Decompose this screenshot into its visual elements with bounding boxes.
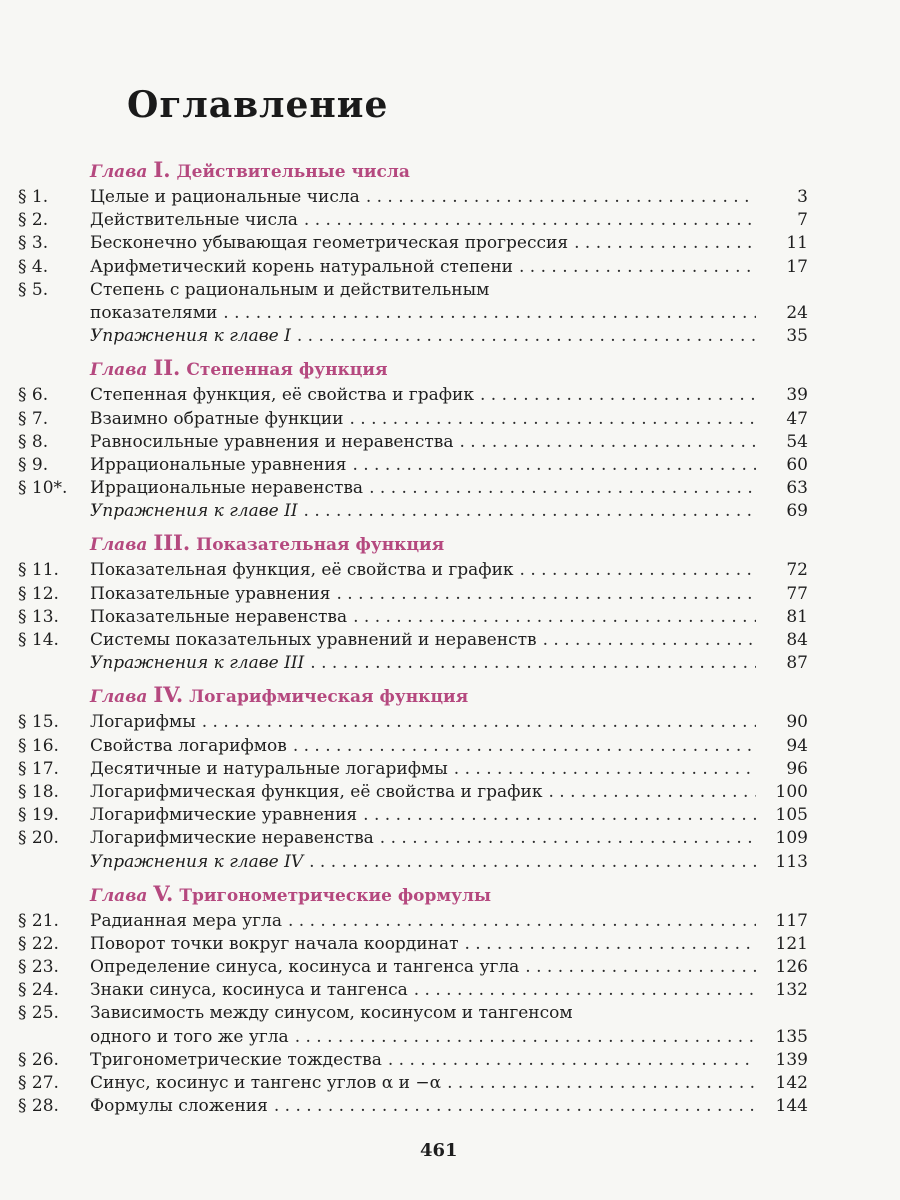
- dot-leader: [310, 652, 756, 675]
- entry-title: Бесконечно убывающая геометрическая прогрессия: [90, 233, 569, 254]
- section-number: § 13.: [18, 606, 59, 627]
- dot-leader: [353, 606, 756, 629]
- section-number: § 4.: [18, 256, 49, 277]
- entry-title: Показательная функция, её свойства и график: [90, 560, 514, 581]
- toc-entry[interactable]: [18, 408, 808, 431]
- section-number: § 26.: [18, 1049, 59, 1070]
- entry-title: Целые и рациональные числа: [90, 187, 360, 207]
- chapter-name: Действительные числа: [176, 162, 410, 182]
- dot-leader: [366, 186, 756, 209]
- page-ref: 24: [786, 302, 808, 323]
- chapter-word: Глава: [90, 535, 148, 556]
- page-ref: 17: [786, 256, 808, 277]
- entry-title: Упражнения к главе II: [90, 501, 298, 522]
- toc-entry[interactable]: [18, 758, 808, 781]
- chapter-name: Логарифмическая функция: [189, 687, 469, 708]
- dot-leader: [525, 956, 756, 979]
- page-ref: 84: [786, 630, 808, 650]
- page-ref: 81: [786, 606, 808, 627]
- page-ref: 60: [786, 454, 808, 475]
- section-number: § 17.: [18, 758, 59, 779]
- section-number: § 28.: [18, 1096, 59, 1117]
- entry-title: Логарифмическая функция, её свойства и график: [90, 781, 543, 802]
- page-ref: 63: [786, 478, 808, 499]
- section-number: § 22.: [18, 933, 59, 954]
- chapter-num: IV.: [153, 682, 184, 708]
- toc-entry[interactable]: [18, 1072, 808, 1095]
- toc-entry[interactable]: [18, 956, 808, 979]
- toc-entry[interactable]: [18, 1049, 808, 1072]
- toc-entry[interactable]: [18, 559, 808, 582]
- section-number: § 18.: [18, 781, 59, 802]
- dot-leader: [380, 827, 756, 850]
- page-ref: 94: [786, 735, 808, 756]
- dot-leader: [480, 384, 756, 407]
- page-ref: 126: [775, 957, 808, 978]
- toc-entry[interactable]: [18, 804, 808, 827]
- entry-title: Показательные неравенства: [90, 606, 348, 627]
- section-number: § 2.: [18, 210, 49, 231]
- entry-title: Зависимость между синусом, косинусом и тангенсом: [90, 1003, 573, 1024]
- toc-entry[interactable]: [18, 827, 808, 850]
- dot-leader: [459, 431, 756, 454]
- chapter-heading[interactable]: [18, 878, 808, 910]
- toc-entry[interactable]: [18, 1026, 808, 1049]
- page-ref: 77: [786, 583, 808, 604]
- chapter-word: Глава: [90, 360, 148, 381]
- entry-title: Логарифмы: [90, 712, 196, 733]
- section-number: § 21.: [18, 910, 59, 931]
- entry-title: Свойства логарифмов: [90, 735, 287, 756]
- page-ref: 144: [775, 1096, 808, 1117]
- entry-title: Показательные уравнения: [90, 583, 331, 604]
- dot-leader: [369, 477, 756, 500]
- chapter-heading[interactable]: [18, 154, 808, 186]
- dot-leader: [293, 735, 756, 758]
- dot-leader: [304, 209, 756, 232]
- chapter-name: Тригонометрические формулы: [179, 885, 492, 906]
- dot-leader: [336, 583, 756, 606]
- section-number: § 27.: [18, 1073, 59, 1093]
- toc-entry[interactable]: [18, 256, 808, 279]
- entry-title: Формулы сложения: [90, 1096, 268, 1117]
- toc-entry[interactable]: [18, 500, 808, 523]
- dot-leader: [464, 933, 756, 956]
- chapter-word: Глава: [90, 162, 148, 182]
- dot-leader: [309, 851, 756, 874]
- toc-entry[interactable]: [18, 1095, 808, 1118]
- toc-entry[interactable]: [18, 186, 808, 209]
- page-ref: 72: [786, 560, 808, 581]
- page-ref: 113: [775, 851, 808, 872]
- toc-entry[interactable]: [18, 979, 808, 1002]
- entry-title: Системы показательных уравнений и неравенств: [90, 630, 537, 650]
- page-ref: 142: [775, 1073, 808, 1093]
- page-number: 461: [420, 1140, 458, 1161]
- toc-entry[interactable]: [18, 454, 808, 477]
- entry-title: Взаимно обратные функции: [90, 408, 344, 429]
- entry-title: Определение синуса, косинуса и тангенса угла: [90, 957, 520, 978]
- entry-title: Десятичные и натуральные логарифмы: [90, 758, 448, 779]
- chapter-heading[interactable]: [18, 679, 808, 711]
- toc-entry[interactable]: [18, 384, 808, 407]
- dot-leader: [519, 256, 756, 279]
- section-number: § 12.: [18, 583, 59, 604]
- toc-entry[interactable]: [18, 302, 808, 325]
- toc-entry[interactable]: [18, 209, 808, 232]
- dot-leader: [574, 232, 756, 255]
- chapter-word: Глава: [90, 687, 148, 708]
- page-ref: 39: [786, 385, 808, 406]
- dot-leader: [414, 979, 756, 1002]
- entry-title: Тригонометрические тождества: [90, 1049, 382, 1070]
- section-number: § 23.: [18, 957, 59, 978]
- entry-title: Иррациональные уравнения: [90, 454, 347, 475]
- entry-title: Знаки синуса, косинуса и тангенса: [90, 980, 408, 1001]
- entry-title: Радианная мера угла: [90, 910, 282, 931]
- dot-leader: [520, 559, 756, 582]
- toc-entry[interactable]: [18, 652, 808, 675]
- page-ref: 69: [786, 501, 808, 522]
- chapter-num: V.: [153, 880, 174, 906]
- chapter-name: Степенная функция: [186, 360, 388, 381]
- section-number: § 5.: [18, 279, 49, 300]
- page-ref: 3: [797, 187, 808, 207]
- entry-title: Поворот точки вокруг начала координат: [90, 933, 459, 954]
- entry-title: Равносильные уравнения и неравенства: [90, 431, 454, 452]
- section-number: § 14.: [18, 630, 59, 650]
- chapter-name: Показательная функция: [196, 535, 445, 556]
- toc-entry[interactable]: [18, 933, 808, 956]
- page-ref: 132: [775, 980, 808, 1001]
- toc-entry[interactable]: [18, 781, 808, 804]
- toc-entry[interactable]: [18, 279, 808, 302]
- page-ref: 7: [797, 210, 808, 231]
- dot-leader: [352, 454, 756, 477]
- section-number: § 24.: [18, 980, 59, 1001]
- toc-entry[interactable]: [18, 606, 808, 629]
- section-number: § 8.: [18, 431, 49, 452]
- dot-leader: [388, 1049, 756, 1072]
- page-ref: 35: [786, 326, 808, 347]
- page-ref: 90: [786, 712, 808, 733]
- section-number: § 7.: [18, 408, 49, 429]
- page-ref: 109: [775, 828, 808, 849]
- entry-title: показателями: [90, 302, 218, 323]
- entry-title: Упражнения к главе IV: [90, 851, 304, 872]
- page-ref: 47: [786, 408, 808, 429]
- chapter-num: III.: [153, 530, 191, 556]
- page-ref: 117: [775, 910, 808, 931]
- toc-entry[interactable]: [18, 583, 808, 606]
- section-number: § 9.: [18, 454, 49, 475]
- toc-entry[interactable]: [18, 735, 808, 758]
- section-number: § 19.: [18, 805, 59, 826]
- section-number: § 3.: [18, 233, 49, 254]
- toc-entry[interactable]: [18, 910, 808, 933]
- page-title: Оглавление: [127, 84, 389, 126]
- toc-entry[interactable]: [18, 477, 808, 500]
- chapter-num: II.: [153, 355, 181, 381]
- dot-leader: [363, 804, 756, 827]
- entry-title: Синус, косинус и тангенс углов α и −α: [90, 1073, 442, 1093]
- entry-title: Логарифмические неравенства: [90, 828, 374, 849]
- page-ref: 87: [786, 653, 808, 674]
- page-ref: 105: [775, 805, 808, 826]
- page-ref: 100: [775, 781, 808, 802]
- section-number: § 11.: [18, 560, 59, 581]
- page-ref: 121: [775, 933, 808, 954]
- section-number: § 20.: [18, 828, 59, 849]
- section-number: § 16.: [18, 735, 59, 756]
- section-number: § 25.: [18, 1003, 59, 1024]
- toc-entry[interactable]: [18, 629, 808, 652]
- toc-entry[interactable]: [18, 431, 808, 454]
- dot-leader: [543, 629, 756, 652]
- chapter-num: I.: [153, 157, 171, 182]
- dot-leader: [548, 781, 756, 804]
- entry-title: Упражнения к главе III: [90, 653, 305, 674]
- entry-title: Степень с рациональным и действительным: [90, 279, 490, 300]
- section-number: § 1.: [18, 187, 49, 207]
- section-number: § 6.: [18, 385, 49, 406]
- dot-leader: [454, 758, 756, 781]
- dot-leader: [297, 325, 756, 348]
- dot-leader: [202, 711, 756, 734]
- page-ref: 135: [775, 1026, 808, 1047]
- dot-leader: [447, 1072, 756, 1095]
- toc-entry[interactable]: [18, 711, 808, 734]
- entry-title: одного и того же угла: [90, 1026, 289, 1047]
- chapter-heading[interactable]: [18, 352, 808, 384]
- page-ref: 54: [786, 431, 808, 452]
- toc-entry[interactable]: [18, 325, 808, 348]
- section-number: § 15.: [18, 712, 59, 733]
- entry-title: Логарифмические уравнения: [90, 805, 358, 826]
- dot-leader: [288, 910, 756, 933]
- dot-leader: [304, 500, 756, 523]
- table-of-contents: [18, 150, 808, 1118]
- chapter-word: Глава: [90, 885, 148, 906]
- toc-entry[interactable]: [18, 1002, 808, 1025]
- dot-leader: [274, 1095, 756, 1118]
- dot-leader: [295, 1026, 756, 1049]
- entry-title: Арифметический корень натуральной степени: [90, 256, 513, 277]
- entry-title: Степенная функция, её свойства и график: [90, 385, 474, 406]
- entry-title: Действительные числа: [90, 210, 298, 231]
- page-ref: 96: [786, 758, 808, 779]
- dot-leader: [223, 302, 756, 325]
- page-ref: 139: [775, 1049, 808, 1070]
- entry-title: Иррациональные неравенства: [90, 478, 364, 499]
- entry-title: Упражнения к главе I: [90, 326, 291, 347]
- page-ref: 11: [786, 233, 808, 254]
- dot-leader: [350, 408, 757, 431]
- section-number: § 10*.: [18, 478, 68, 499]
- toc-entry[interactable]: [18, 851, 808, 874]
- chapter-heading[interactable]: [18, 527, 808, 559]
- toc-entry[interactable]: [18, 232, 808, 255]
